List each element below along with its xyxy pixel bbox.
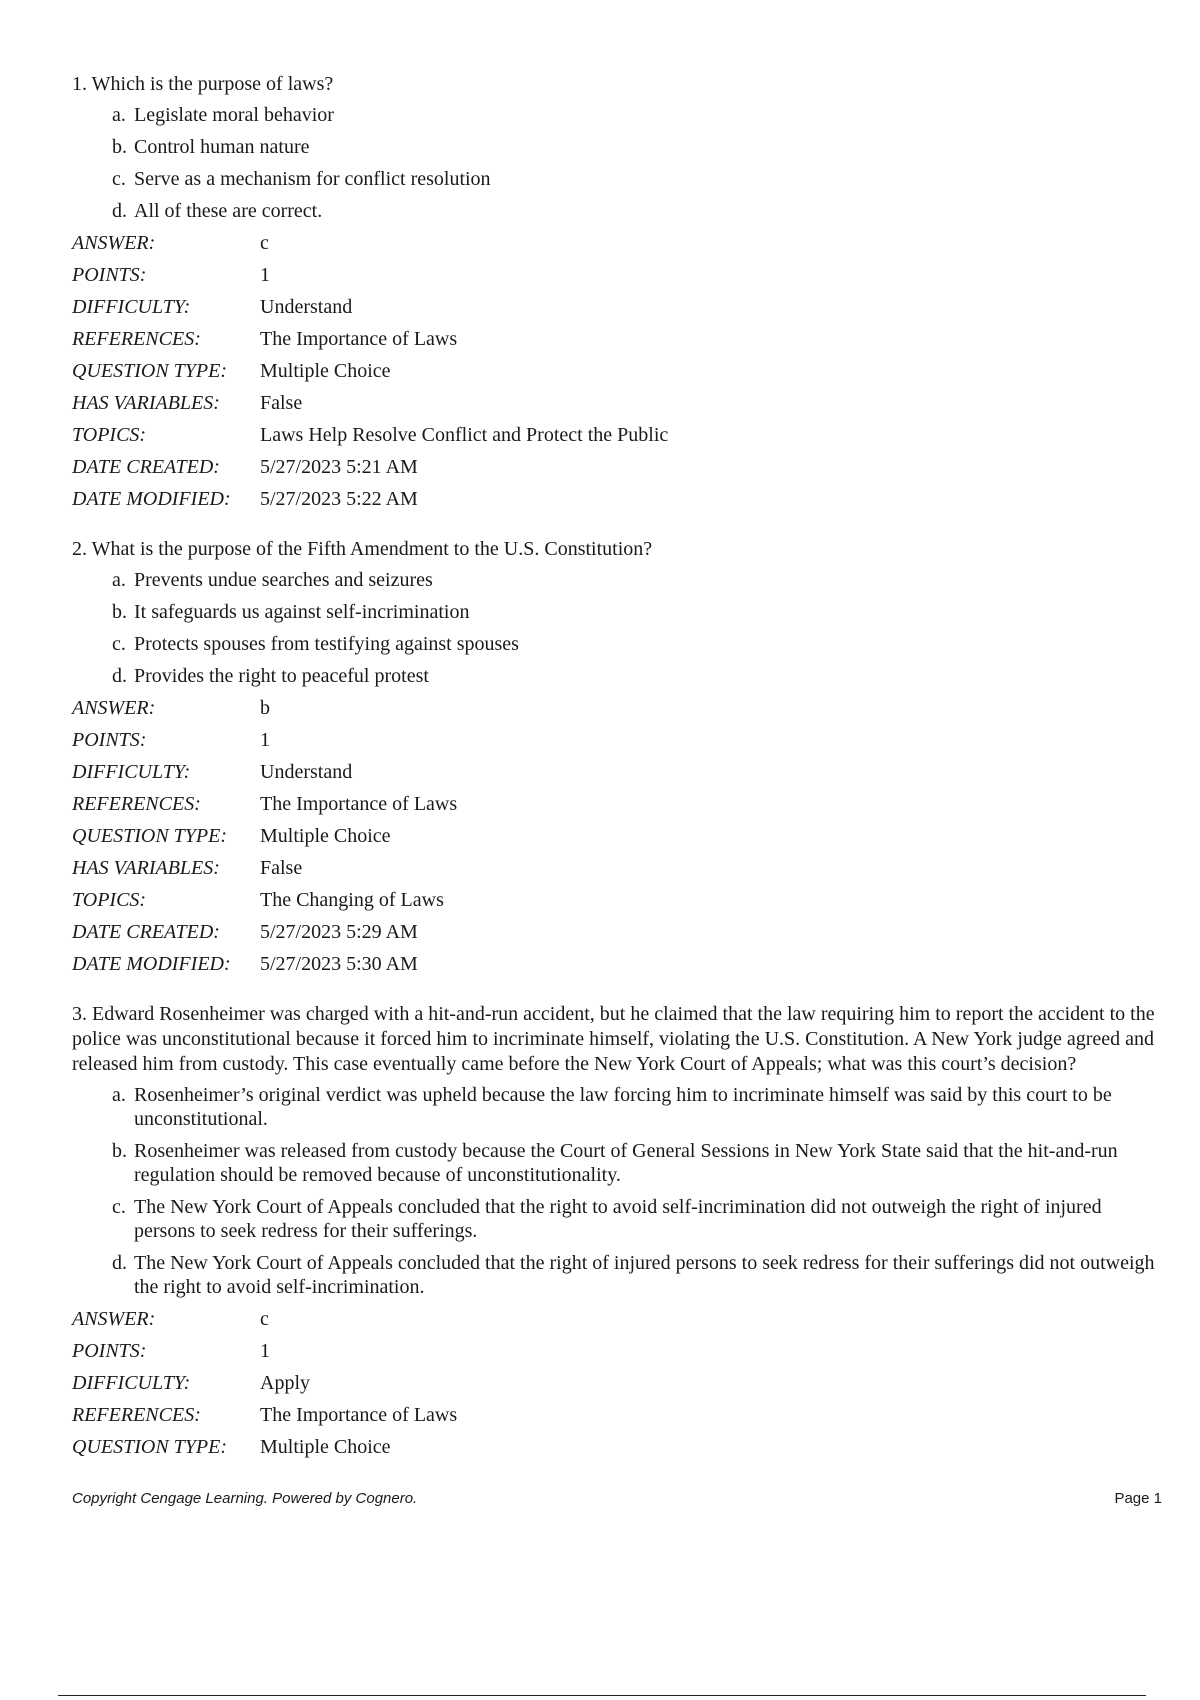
option-letter: b. [112,136,127,158]
meta-value: c [260,232,269,254]
option-text: Control human nature [134,136,310,158]
option-letter: a. [112,104,126,126]
meta-value: Multiple Choice [260,1436,391,1458]
meta-value: Laws Help Resolve Conflict and Protect the Public [260,424,669,446]
question-metadata [72,231,1162,511]
meta-label: REFERENCES: [72,793,201,815]
meta-answer [72,1307,1162,1331]
meta-value: 5/27/2023 5:21 AM [260,456,418,478]
meta-value: 5/27/2023 5:30 AM [260,953,418,975]
meta-value: c [260,1308,269,1330]
meta-label: DATE CREATED: [72,921,220,943]
bottom-divider [58,1695,1146,1696]
question-2 [72,537,1162,976]
meta-value: The Importance of Laws [260,793,458,815]
option-text: Prevents undue searches and seizures [134,569,433,591]
meta-points [72,1339,1162,1363]
meta-value: Understand [260,761,353,783]
option-letter: d. [112,665,127,687]
meta-value: b [260,697,270,719]
meta-label: REFERENCES: [72,328,201,350]
meta-value: Understand [260,296,353,318]
option-text: It safeguards us against self-incrimination [134,601,470,623]
meta-topics [72,423,1162,447]
meta-has-variables [72,856,1162,880]
option-text: Legislate moral behavior [134,104,334,126]
question-metadata [72,696,1162,976]
meta-label: DIFFICULTY: [72,296,191,318]
meta-label: HAS VARIABLES: [72,857,220,879]
meta-label: DIFFICULTY: [72,761,191,783]
question-3 [72,1002,1162,1459]
meta-value: The Importance of Laws [260,1404,458,1426]
meta-value: Multiple Choice [260,360,391,382]
option-text: Serve as a mechanism for conflict resolution [134,168,491,190]
option-letter: c. [112,633,126,655]
option-letter: d. [112,1252,127,1274]
meta-date-created [72,920,1162,944]
meta-topics [72,888,1162,912]
meta-date-created [72,455,1162,479]
meta-references [72,327,1162,351]
option-text: Rosenheimer’s original verdict was upheld because the law forcing him to incriminate himself was said by this court to be unconstitutional. [134,1084,1112,1130]
answer-options [72,103,1162,223]
meta-label: POINTS: [72,264,147,286]
meta-value: False [260,392,303,414]
meta-question-type [72,359,1162,383]
meta-question-type [72,1435,1162,1459]
meta-references [72,1403,1162,1427]
meta-value: False [260,857,303,879]
meta-date-modified [72,952,1162,976]
meta-points [72,263,1162,287]
meta-value: Multiple Choice [260,825,391,847]
meta-label: DATE MODIFIED: [72,488,231,510]
meta-label: ANSWER: [72,232,156,254]
meta-value: The Changing of Laws [260,889,444,911]
option-text: All of these are correct. [134,200,323,222]
option-letter: d. [112,200,127,222]
option-letter: b. [112,1140,127,1162]
meta-value: 5/27/2023 5:22 AM [260,488,418,510]
option-text: Rosenheimer was released from custody because the Court of General Sessions in New York State said that the hit-and-run regulation should be removed because of unconstitutionality. [134,1140,1118,1186]
option-text: Protects spouses from testifying against spouses [134,633,519,655]
meta-answer [72,696,1162,720]
meta-value: Apply [260,1372,310,1394]
option-text: The New York Court of Appeals concluded that the right to avoid self-incrimination did not outweigh the right of injured persons to seek redress for their sufferings. [134,1196,1102,1242]
option-letter: b. [112,601,127,623]
option-c [72,167,1162,191]
option-letter: a. [112,569,126,591]
meta-label: POINTS: [72,729,147,751]
meta-difficulty [72,295,1162,319]
meta-answer [72,231,1162,255]
meta-label: REFERENCES: [72,1404,201,1426]
meta-references [72,792,1162,816]
option-a [72,1083,1162,1131]
answer-options [72,568,1162,688]
meta-label: ANSWER: [72,697,156,719]
meta-points [72,728,1162,752]
meta-difficulty [72,1371,1162,1395]
option-c [72,1195,1162,1243]
option-d [72,664,1162,688]
meta-value: 5/27/2023 5:29 AM [260,921,418,943]
meta-label: HAS VARIABLES: [72,392,220,414]
option-text: The New York Court of Appeals concluded that the right of injured persons to seek redress for their sufferings did not outweigh the right to avoid self-incrimination. [134,1252,1155,1298]
question-metadata [72,1307,1162,1459]
option-letter: c. [112,1196,126,1218]
meta-label: TOPICS: [72,424,147,446]
meta-label: QUESTION TYPE: [72,825,228,847]
meta-question-type [72,824,1162,848]
document-page [72,72,1162,1485]
copyright-notice: Copyright Cengage Learning. Powered by Cognero. [72,1490,418,1507]
meta-difficulty [72,760,1162,784]
page-footer [72,1490,1162,1507]
meta-value: The Importance of Laws [260,328,458,350]
meta-value: 1 [260,729,270,751]
option-b [72,1139,1162,1187]
meta-label: DIFFICULTY: [72,1372,191,1394]
option-d [72,199,1162,223]
answer-options [72,1083,1162,1299]
option-b [72,135,1162,159]
meta-has-variables [72,391,1162,415]
option-d [72,1251,1162,1299]
meta-label: DATE CREATED: [72,456,220,478]
meta-value: 1 [260,264,270,286]
option-a [72,568,1162,592]
meta-value: 1 [260,1340,270,1362]
option-c [72,632,1162,656]
option-text: Provides the right to peaceful protest [134,665,429,687]
meta-label: DATE MODIFIED: [72,953,231,975]
page-number: Page 1 [1114,1490,1162,1507]
option-b [72,600,1162,624]
question-stem: 3. Edward Rosenheimer was charged with a hit-and-run accident, but he claimed that the law requiring him to report the accident to the police was unconstitutional because it forced him to incriminate himself, violating the U.S. Constitution. A New York judge agreed and released him from custody. This case eventually came before the New York Court of Appeals; what was this court’s decision? [72,1003,1155,1075]
meta-label: TOPICS: [72,889,147,911]
question-stem: 1. Which is the purpose of laws? [72,73,334,95]
meta-date-modified [72,487,1162,511]
meta-label: ANSWER: [72,1308,156,1330]
meta-label: QUESTION TYPE: [72,1436,228,1458]
question-stem: 2. What is the purpose of the Fifth Amendment to the U.S. Constitution? [72,538,653,560]
meta-label: QUESTION TYPE: [72,360,228,382]
question-1 [72,72,1162,511]
option-letter: a. [112,1084,126,1106]
meta-label: POINTS: [72,1340,147,1362]
option-a [72,103,1162,127]
option-letter: c. [112,168,126,190]
